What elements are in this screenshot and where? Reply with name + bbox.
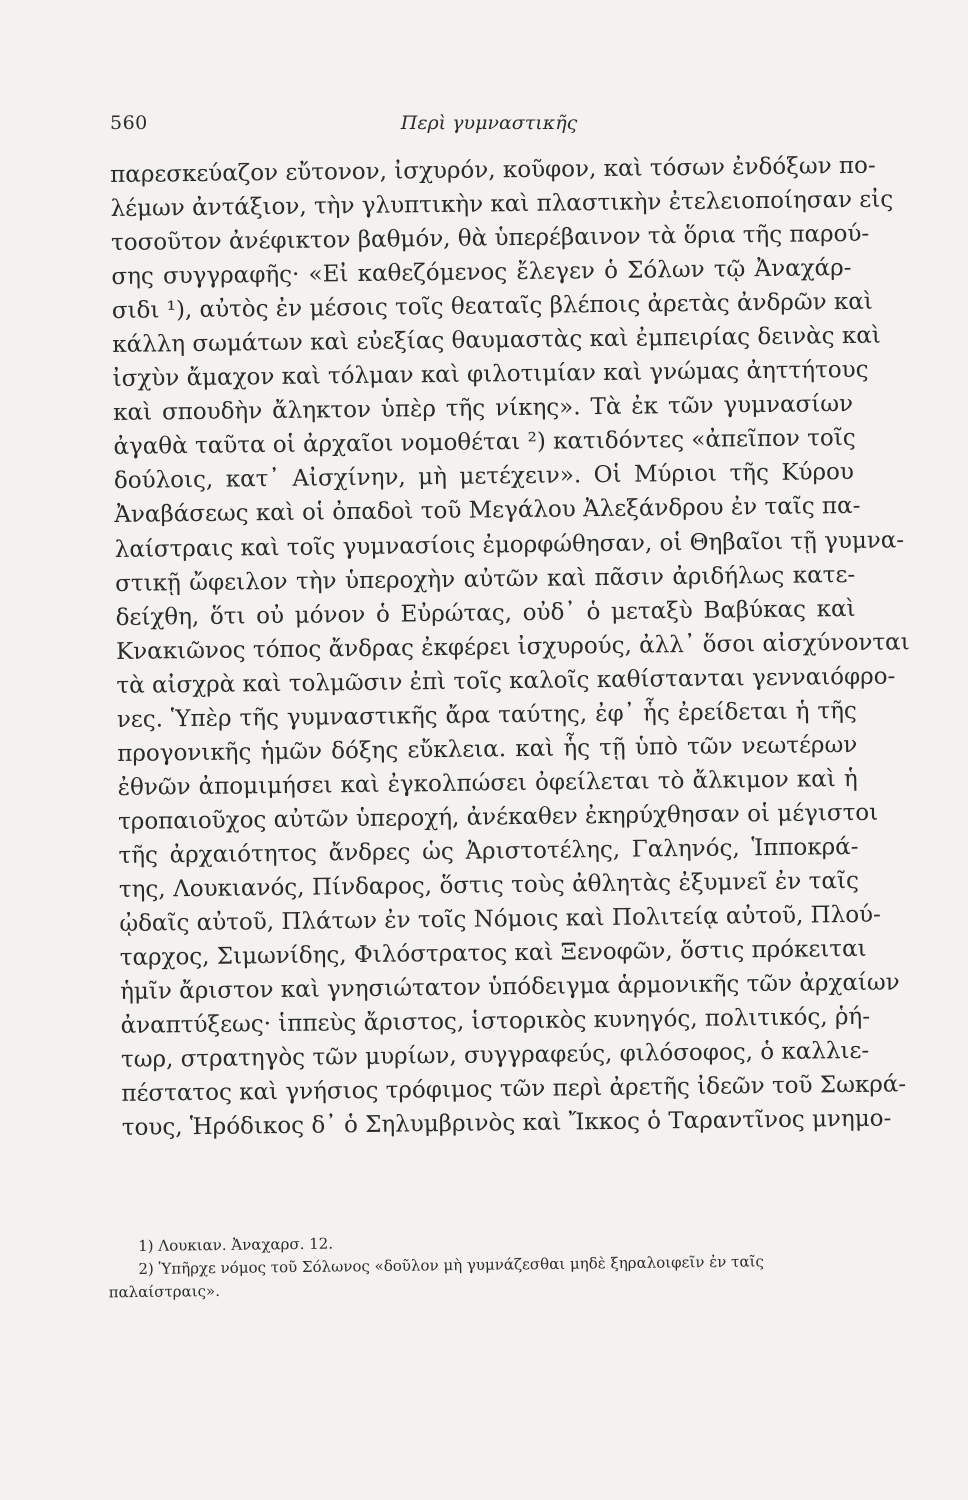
footnote-line: 1) Λουκιαν. Ἀναχαρσ. 12. xyxy=(138,1234,334,1255)
footnote-line: 2) Ὑπῆρχε νόμος τοῦ Σόλωνος «δοῦλον μὴ γυμνάζεσθαι μηδὲ ξηραλοιφεῖν ἐν ταῖς xyxy=(138,1252,764,1278)
text-line: τωρ, στρατηγὸς τῶν μυρίων, συγγραφεύς, φιλόσοφος, ὁ καλλιε- xyxy=(120,1038,870,1074)
text-line: της, Λουκιανός, Πίνδαρος, ὅστις τοὺς ἀθλητὰς ἐξυμνεῖ ἐν ταῖς xyxy=(118,867,860,903)
text-line: τοσοῦτον ἀνέφικτον βαθμόν, θὰ ὑπερέβαινον τὰ ὅρια τῆς παρού- xyxy=(110,220,870,257)
text-line: πέστατος καὶ γνήσιος τρόφιμος τῶν περὶ ἀρετῆς ἰδεῶν τοῦ Σωκρά- xyxy=(121,1071,907,1108)
text-line: ᾠδαῖς αὐτοῦ, Πλάτων ἐν τοῖς Νόμοις καὶ Πολιτείᾳ αὐτοῦ, Πλού- xyxy=(119,901,881,937)
text-line: παρεσκεύαζον εὔτονον, ἰσχυρόν, κοῦφον, καὶ τόσων ἐνδόξων πο- xyxy=(110,152,876,188)
text-line: σιδι ¹), αὐτὸς ἐν μέσοις τοῖς θεαταῖς βλέποις ἀρετὰς ἀνδρῶν καὶ xyxy=(111,288,874,325)
text-line: δούλοις, κατ᾽ Αἰσχίνην, μὴ μετέχειν». Οἱ Μύριοι τῆς Κύρου xyxy=(113,459,855,495)
text-line: λαίστραις καὶ τοῖς γυμνασίοις ἐμορφώθησαν, οἱ Θηβαῖοι τῇ γυμνα- xyxy=(114,526,905,563)
text-line: ἀναπτύξεως· ἱππεὺς ἄριστος, ἱστορικὸς κυνηγός, πολιτικός, ῥή- xyxy=(120,1003,871,1040)
text-line: ἀγαθὰ ταῦτα οἱ ἀρχαῖοι νομοθέται ²) κατιδόντες «ἀπεῖπον τοῖς xyxy=(113,425,856,461)
text-line: Ἀναβάσεως καὶ οἱ ὀπαδοὶ τοῦ Μεγάλου Ἀλεξάνδρου ἐν ταῖς πα- xyxy=(114,493,861,529)
text-line: στικῇ ὤφειλον τὴν ὑπεροχὴν αὐτῶν καὶ πᾶσιν ἀριδήλως κατε- xyxy=(115,561,856,597)
text-line: Κνακιῶνος τόπος ἄνδρας ἐκφέρει ἰσχυρούς, ἀλλ᾽ ὅσοι αἰσχύνονται xyxy=(115,628,910,665)
text-line: κάλλη σωμάτων καὶ εὐεξίας θαυμαστὰς καὶ ἐμπειρίας δεινὰς καὶ xyxy=(112,322,881,359)
text-line: προγονικῆς ἡμῶν δόξης εὔκλεια. καὶ ἧς τῇ ὑπὸ τῶν νεωτέρων xyxy=(117,731,858,767)
page-number: 560 xyxy=(110,112,148,134)
text-line: τῆς ἀρχαιότητος ἄνδρες ὡς Ἀριστοτέλης, Γαληνός, Ἱπποκρά- xyxy=(118,833,859,869)
text-line: ἐθνῶν ἀπομιμήσει καὶ ἐγκολπώσει ὀφείλεται τὸ ἄλκιμον καὶ ἡ xyxy=(117,765,858,801)
text-line: λέμων ἀντάξιον, τὴν γλυπτικὴν καὶ πλαστικὴν ἐτελειοποίησαν εἰς xyxy=(110,186,894,223)
text-line: τὰ αἰσχρὰ καὶ τολμῶσιν ἐπὶ τοῖς καλοῖς καθίστανται γενναιόφρο- xyxy=(116,663,896,699)
body-text xyxy=(110,149,910,1145)
text-line: καὶ σπουδὴν ἄληκτον ὑπὲρ τῆς νίκης». Τὰ ἐκ τῶν γυμνασίων xyxy=(112,391,854,427)
page-header xyxy=(110,112,868,142)
footnotes xyxy=(108,1226,851,1304)
text-line: ἰσχὺν ἄμαχον καὶ τόλμαν καὶ φιλοτιμίαν καὶ γνώμας ἀηττήτους xyxy=(112,357,869,393)
text-line: τους, Ἡρόδικος δ᾽ ὁ Σηλυμβρινὸς καὶ Ἴκκος ὁ Ταραντῖνος μνημο- xyxy=(121,1105,892,1142)
text-line: δείχθη, ὅτι οὐ μόνον ὁ Εὐρώτας, οὐδ᾽ ὁ μεταξὺ Βαβύκας καὶ xyxy=(115,595,856,631)
text-line: σης συγγραφῆς· «Εἰ καθεζόμενος ἔλεγεν ὁ Σόλων τῷ Ἀναχάρ- xyxy=(111,255,852,291)
text-line: ταρχος, Σιμωνίδης, Φιλόστρατος καὶ Ξενοφῶν, ὅστις πρόκειται xyxy=(119,935,867,972)
footnote-line: παλαίστραις». xyxy=(108,1282,221,1302)
text-line: ἡμῖν ἄριστον καὶ γνησιώτατον ὑπόδειγμα ἁρμονικῆς τῶν ἀρχαίων xyxy=(120,969,900,1006)
text-line: νες. Ὑπὲρ τῆς γυμναστικῆς ἄρα ταύτης, ἐφ᾽ ἧς ἐρείδεται ἡ τῆς xyxy=(116,697,857,733)
running-title: Περὶ γυμναστικῆς xyxy=(400,112,578,134)
text-line: τροπαιοῦχος αὐτῶν ὑπεροχή, ἀνέκαθεν ἐκηρύχθησαν οἱ μέγιστοι xyxy=(117,799,879,835)
